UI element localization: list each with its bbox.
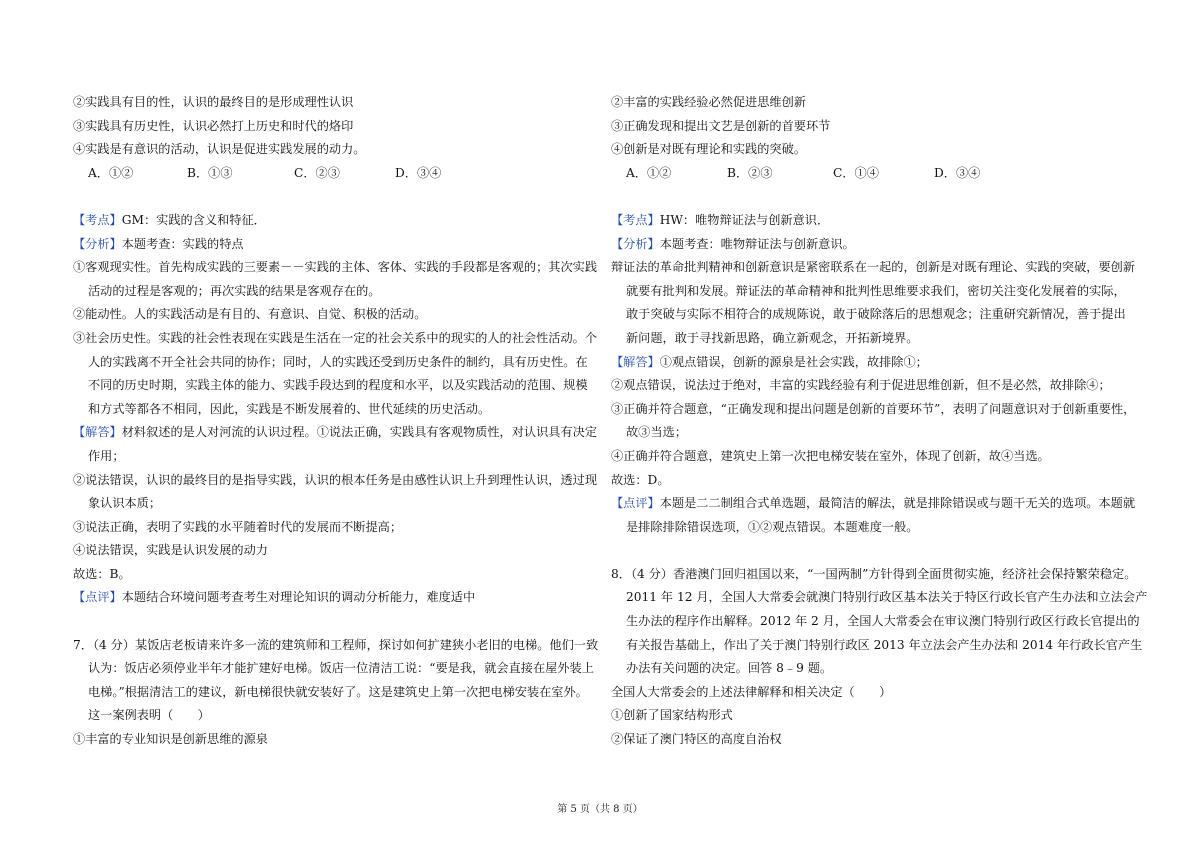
analysis-line: 辩证法的革命批判精神和创新意识是紧密联系在一起的，创新是对既有理论、实践的突破，要创新 [611,260,1136,275]
kaodian-line [611,209,1131,233]
answer-line: 象认识本质； [88,496,162,511]
fenxi-text: 本题考查：唯物辩证法与创新意识。 [659,236,855,251]
answer-line: ③正确并符合题意，“正确发现和提出问题是创新的首要环节”，表明了问题意识对于创新重要性， [611,401,1136,416]
fenxi-text: 本题考查：实践的特点 [121,236,244,251]
option-line: ④创新是对既有理论和实践的突破。 [611,142,806,157]
page-number: 第 5 页（共 8 页） [557,804,643,815]
dianping-tag: 【点评】 [611,496,660,511]
answer-line: ②说法错误，认识的最终目的是指导实践，认识的根本任务是由感性认识上升到理性认识，透过现 [73,472,598,487]
question-line: 认为：饭店必须停业半年才能扩建好电梯。饭店一位清洁工说：“要是我，就会直接在屋外装上 [88,661,594,676]
option-b: B．②③ [727,165,773,180]
comment-line: 是排除排除错误选项，①②观点错误。本题难度一般。 [626,519,919,534]
option-line: ①创新了国家结构形式 [611,708,733,723]
analysis-line: ①客观现实性。首先构成实践的三要素－－实践的主体、客体、实践的手段都是客观的；其次实践 [73,260,598,275]
analysis-line: 敢于突破与实际不相符合的成规陈说，敢于破除落后的思想观念；注重研究新情况，善于提出 [626,307,1126,322]
answer-line: 故③当选； [626,425,687,440]
kaodian-text: GM：实践的含义和特征． [121,212,266,227]
question-line: 电梯。”根据清洁工的建议，新电梯很快就安装好了。这是建筑史上第一次把电梯安装在室外。 [88,684,588,699]
question-8: 8．（4 分）香港澳门回归祖国以来，“一国两制”方针得到全面贯彻实施，经济社会保持繁荣稳定。 [611,566,1137,581]
analysis-line: 活动的过程是客观的；再次实践的结果是客观存在的。 [88,283,381,298]
answer-line: ③说法正确，表明了实践的水平随着时代的发展而不断提高； [73,519,403,534]
answer-choice: 故选：B。 [73,566,131,581]
option-c: C．②③ [294,165,340,180]
answer-line: ④正确并符合题意，建筑史上第一次把电梯安装在室外，体现了创新，故④当选。 [611,448,1050,463]
jieda-text: ①观点错误，创新的源泉是社会实践，故排除①； [659,354,928,369]
analysis-line: ②能动性。人的实践活动是有目的、有意识、自觉、积极的活动。 [73,307,427,322]
kaodian-tag: 【考点】 [73,212,122,227]
jieda-tag: 【解答】 [611,354,660,369]
option-d: D．③④ [934,165,981,180]
option-d: D．③④ [395,165,442,180]
answer-line: 作用； [88,448,125,463]
question-line: 2011 年 12 月，全国人大常委会就澳门特别行政区基本法关于特区行政长官产生办法和立法会产 [626,590,1148,605]
dianping-line [611,492,1136,516]
analysis-line: 人的实践离不开全社会共同的协作；同时，人的实践还受到历史条件的制约，具有历史性。在 [88,354,588,369]
jieda-line [73,421,598,445]
analysis-line: 新问题，敢于寻找新思路，确立新观念，开拓新境界。 [626,330,919,345]
option-line: ③实践具有历史性，认识必然打上历史和时代的烙印 [73,118,354,133]
question-stem: 全国人大常委会的上述法律解释和相关决定（ ） [611,684,892,699]
option-c: C．①④ [833,165,879,180]
question-line: 办法有关问题的决定。回答 8﹣9 题。 [626,661,833,676]
question-7: 7．（4 分）某饭店老板请来许多一流的建筑师和工程师，探讨如何扩建狭小老旧的电梯。他们一致 [73,637,599,652]
left-column [73,91,599,752]
fenxi-line [611,233,1131,257]
jieda-text: 材料叙述的是人对河流的认识过程。①说法正确，实践具有客观物质性，对认识具有决定 [121,425,598,440]
dianping-text: 本题结合环境问题考查考生对理论知识的调动分析能力，难度适中 [121,590,476,605]
kaodian-tag: 【考点】 [611,212,660,227]
answer-line: ④说法错误，实践是认识发展的动力 [73,543,268,558]
analysis-line: ③社会历史性。实践的社会性表现在实践是生活在一定的社会关系中的现实的人的社会性活动。个 [73,330,598,345]
option-line: ②保证了澳门特区的高度自治权 [611,732,782,747]
dianping-tag: 【点评】 [73,590,122,605]
fenxi-tag: 【分析】 [611,236,660,251]
option-a: A．①② [626,165,672,180]
analysis-line: 和方式等都各不相同，因此，实践是不断发展着的、世代延续的历史活动。 [88,401,491,416]
kaodian-line [73,209,593,233]
option-line: ①丰富的专业知识是创新思维的源泉 [73,732,268,747]
dianping-line [73,586,593,610]
answer-line: ②观点错误，说法过于绝对，丰富的实践经验有利于促进思维创新，但不是必然，故排除④； [611,378,1111,393]
jieda-tag: 【解答】 [73,425,122,440]
fenxi-line [73,233,593,257]
analysis-line: 不同的历史时期，实践主体的能力、实践手段达到的程度和水平，以及实践活动的范围、规模 [88,378,588,393]
answer-options [73,162,593,186]
right-column [611,91,1148,752]
option-a: A．①② [88,165,134,180]
jieda-line [611,351,1131,375]
option-line: ④实践是有意识的活动，认识是促进实践发展的动力。 [73,142,366,157]
question-line: 生办法的程序作出解释。2012 年 2 月，全国人大常委会在审议澳门特别行政区行政长官提出的 [626,614,1140,629]
analysis-line: 就要有批判和发展。辩证法的革命精神和批判性思维要求我们，密切关注变化发展着的实际， [626,283,1126,298]
question-line: 有关报告基础上，作出了关于澳门特别行政区 2013 年立法会产生办法和 2014 年行政长官产生 [626,637,1143,652]
option-line: ②实践具有目的性，认识的最终目的是形成理性认识 [73,95,354,109]
answer-choice: 故选：D。 [611,472,670,487]
dianping-text: 本题是二二制组合式单选题，最简洁的解法，就是排除错误或与题干无关的选项。本题就 [659,496,1136,511]
fenxi-tag: 【分析】 [73,236,122,251]
answer-options [611,162,1131,186]
question-line: 这一案例表明（ ） [88,708,210,723]
option-b: B．①③ [187,165,233,180]
option-line: ②丰富的实践经验必然促进思维创新 [611,95,806,109]
kaodian-text: HW：唯物辩证法与创新意识． [659,212,830,227]
option-line: ③正确发现和提出文艺是创新的首要环节 [611,118,831,133]
